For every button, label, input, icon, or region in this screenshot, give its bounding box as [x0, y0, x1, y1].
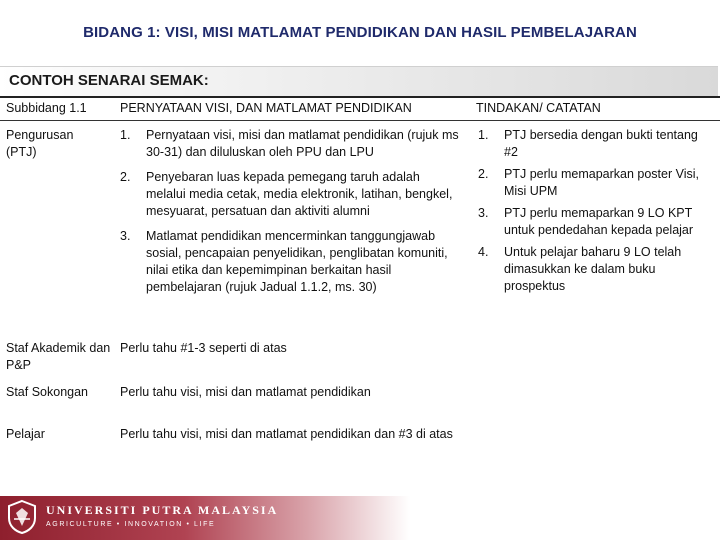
upm-crest-icon	[6, 499, 38, 535]
list-item: 2. Penyebaran luas kepada pemegang taruh adalah melalui media cetak, media elektronik, latihan, bengkel, mesyuarat, persatuan dan aktiviti alumni	[120, 170, 453, 218]
header-action: TINDAKAN/ CATATAN	[476, 101, 601, 115]
list-item: 4. Untuk pelajar baharu 9 LO telah dimasukkan ke dalam buku prospektus	[478, 245, 682, 293]
header-statement: PERNYATAAN VISI, DAN MATLAMAT PENDIDIKAN	[120, 101, 412, 115]
list-item: 1. PTJ bersedia dengan bukti tentang #2	[478, 128, 698, 159]
row-label-pengurusan: Pengurusan (PTJ)	[6, 128, 74, 159]
subtitle: CONTOH SENARAI SEMAK:	[9, 72, 209, 89]
row-text-sokongan: Perlu tahu visi, misi dan matlamat pendidikan	[120, 385, 371, 399]
list-item: 2. PTJ perlu memaparkan poster Visi, Misi UPM	[478, 167, 699, 198]
table-top-rule	[0, 96, 720, 98]
list-item: 1. Pernyataan visi, misi dan matlamat pendidikan (rujuk ms 30-31) dan diluluskan oleh PPU dan LPU	[120, 128, 459, 159]
list-item: 3. PTJ perlu memaparkan 9 LO KPT untuk pendedahan kepada pelajar	[478, 206, 694, 237]
list-item: 3. Matlamat pendidikan mencerminkan tanggungjawab sosial, pencapaian penyelidikan, penglibatan komuniti, nilai etika dan kepemimpinan berkaitan hasil pembelajaran (rujuk Jadual 1.1.2, ms. 30)	[120, 229, 448, 294]
statement-list	[120, 127, 462, 296]
header-subbidang: Subbidang 1.1	[6, 101, 87, 115]
footer-banner	[0, 496, 410, 540]
university-tagline: AGRICULTURE • INNOVATION • LIFE	[46, 521, 216, 528]
row-label-pelajar: Pelajar	[6, 427, 45, 441]
header-rule	[0, 120, 720, 121]
row-label-akademik: Staf Akademik dan P&P	[6, 341, 111, 372]
row-text-akademik: Perlu tahu #1-3 seperti di atas	[120, 341, 287, 355]
page-title: BIDANG 1: VISI, MISI MATLAMAT PENDIDIKAN DAN HASIL PEMBELAJARAN	[83, 24, 637, 41]
university-name: UNIVERSITI PUTRA MALAYSIA	[46, 503, 279, 517]
row-label-sokongan: Staf Sokongan	[6, 385, 89, 399]
row-text-pelajar: Perlu tahu visi, misi dan matlamat pendidikan dan #3 di atas	[120, 427, 453, 441]
subtitle-bar	[0, 66, 718, 97]
action-list	[478, 127, 703, 295]
